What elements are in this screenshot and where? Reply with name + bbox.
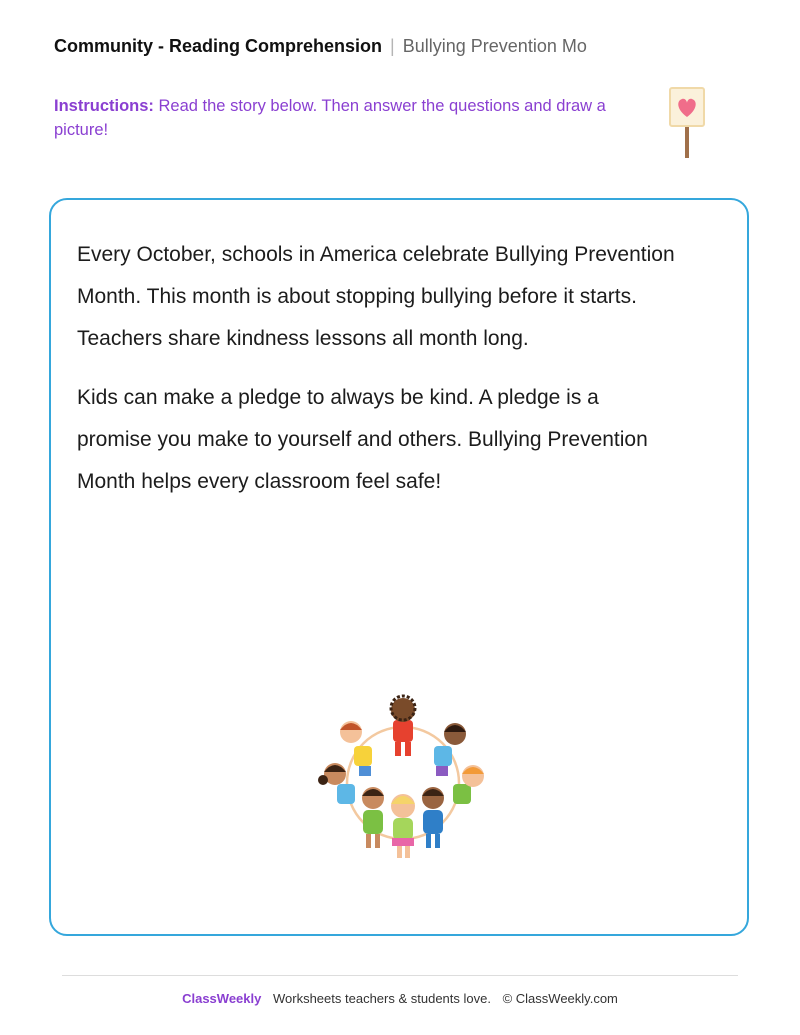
child-bottom-center [391, 794, 415, 858]
child-bottom-left [362, 787, 384, 848]
worksheet-title: Community - Reading Comprehension [54, 36, 383, 56]
footer-divider [62, 975, 738, 976]
instructions [54, 94, 614, 142]
story-box [49, 198, 749, 936]
child-bottom-right [422, 787, 444, 848]
title-separator: | [390, 36, 395, 56]
instructions-label: Instructions: [54, 97, 154, 115]
kids-holding-hands-illustration [313, 688, 493, 868]
instructions-text: Read the story below. Then answer the questions and draw a picture! [54, 97, 606, 139]
story-paragraph-2: Kids can make a pledge to always be kind. A pledge is a promise you make to yourself and others. Bullying Prevention Month helps every classroom feel safe! [77, 386, 648, 493]
footer-brand: ClassWeekly [182, 991, 262, 1006]
story-text [77, 234, 677, 520]
footer-copyright: © ClassWeekly.com [502, 991, 618, 1006]
story-paragraph-1: Every October, schools in America celebrate Bullying Prevention Month. This month is about stopping bullying before it starts. Teachers share kindness lessons all month long. [77, 243, 675, 350]
worksheet-subtitle: Bullying Prevention Mo [402, 36, 587, 56]
child-top-left [340, 721, 372, 776]
child-top-right [434, 723, 466, 776]
heart-sign-icon [668, 86, 706, 160]
page-footer [0, 991, 800, 1006]
child-top [391, 696, 415, 756]
page-header [54, 36, 587, 57]
footer-tagline: Worksheets teachers & students love. [272, 991, 491, 1006]
